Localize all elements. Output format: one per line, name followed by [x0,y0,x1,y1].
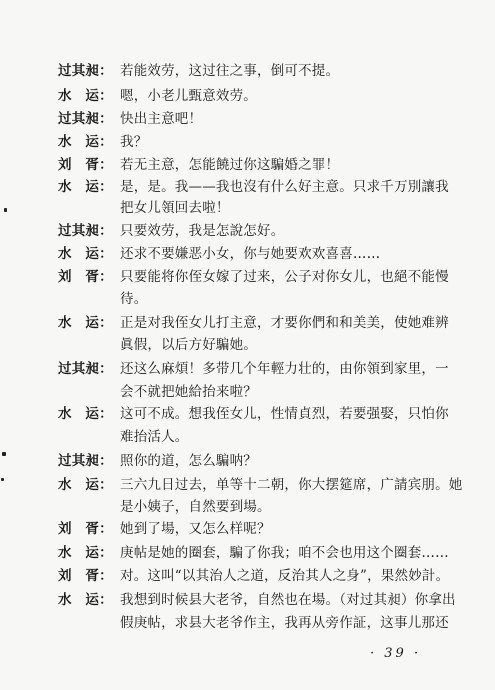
dialogue-line [58,498,467,516]
dialogue-line [58,178,467,196]
dialogue-text: 是小姨子，自然要到場。 [120,499,271,515]
dialogue-line [58,199,467,217]
dialogue-line [58,156,467,174]
dialogue-text: 待。 [120,291,148,307]
speaker-name: 过其昶： [58,453,113,469]
dialogue-line [58,544,467,562]
dialogue-line [58,428,467,446]
dialogue-line [58,110,467,128]
dialogue-text: 难抬活人。 [120,429,189,445]
speaker-name: 水 运： [58,477,113,493]
dialogue-line [58,360,467,378]
dialogue-text: 假庚帖，求县大老爷作主，我再从旁作証，这事儿那还 [120,615,449,631]
margin-mark [1,478,4,481]
dialogue-text: 眞假，以后方好騙她。 [120,337,257,353]
dialogue-text: 庚帖是她的圈套，騙了你我；咱不会也用这个圈套…… [120,545,449,561]
speaker-name: 水 运： [58,545,113,561]
dialogue-text: 还这么麻煩！多带几个年輕力壮的，由你領到家里，一 [120,361,449,377]
dialogue-text: 若能效劳，这过往之事，倒可不提。 [120,63,340,79]
dialogue-text: 我？ [120,134,148,150]
dialogue-text: 若无主意，怎能饒过你这騙婚之罪！ [120,157,340,173]
dialogue-text: 这可不成。想我侄女儿，性情貞烈，若要强娶，只怕你 [120,406,449,422]
dialogue-text: 嗯，小老儿甄意效劳。 [120,88,257,104]
speaker-name: 过其昶： [58,63,113,79]
margin-mark [2,452,6,456]
dialogue-text: 三六九日过去，单等十二朝，你大摆筵席，广請宾朋。她 [120,477,463,493]
dialogue-line [58,520,467,538]
dialogue-line [58,245,467,263]
dialogue-text: 对。这叫“以其治人之道，反治其人之身”，果然妙計。 [120,568,450,584]
speaker-name: 水 运： [58,246,113,262]
dialogue-line [58,405,467,423]
speaker-name: 水 运： [58,88,113,104]
speaker-name: 刘 胥： [58,521,113,537]
dialogue-text: 照你的道，怎么騙呐？ [120,453,257,469]
dialogue-line [58,336,467,354]
speaker-name: 水 运： [58,179,113,195]
page-number: · 39 · [370,646,422,661]
dialogue-line [58,567,467,585]
dialogue-line [58,62,467,80]
speaker-name: 过其昶： [58,111,113,127]
speaker-name: 水 运： [58,406,113,422]
dialogue-text: 只要能将你侄女嫁了过来，公子对你女儿，也絕不能慢 [120,269,449,285]
dialogue-text: 会不就把她給抬来啦？ [120,384,257,400]
dialogue-line [58,290,467,308]
dialogue-line [58,314,467,332]
margin-mark [4,208,7,212]
speaker-name: 刘 胥： [58,568,113,584]
dialogue-text: 正是对我侄女儿打主意，才要你們和和美美，使她难辨 [120,315,449,331]
speaker-name: 刘 胥： [58,269,113,285]
speaker-name: 水 运： [58,134,113,150]
dialogue-line [58,87,467,105]
dialogue-text: 快出主意吧！ [120,111,203,127]
dialogue-line [58,452,467,470]
dialogue-line [58,383,467,401]
dialogue-line [58,614,467,632]
dialogue-text: 她到了場，又怎么样呢？ [120,521,271,537]
speaker-name: 水 运： [58,592,113,608]
dialogue-line [58,476,467,494]
speaker-name: 刘 胥： [58,157,113,173]
speaker-name: 水 运： [58,315,113,331]
dialogue-text: 只要效劳，我是怎說怎好。 [120,223,285,239]
speaker-name: 过其昶： [58,223,113,239]
dialogue-line [58,222,467,240]
speaker-name: 过其昶： [58,361,113,377]
dialogue-text: 我想到时候县大老爷，自然也在場。（对过其昶）你拿出 [120,592,456,608]
dialogue-line [58,268,467,286]
dialogue-line [58,133,467,151]
dialogue-line [58,591,467,609]
dialogue-text: 还求不要嫌恶小女，你与她要欢欢喜喜…… [120,246,381,262]
dialogue-text: 把女儿領回去啦！ [120,200,230,216]
dialogue-text: 是，是。我——我也沒有什么好主意。只求千万別讓我 [120,179,449,195]
